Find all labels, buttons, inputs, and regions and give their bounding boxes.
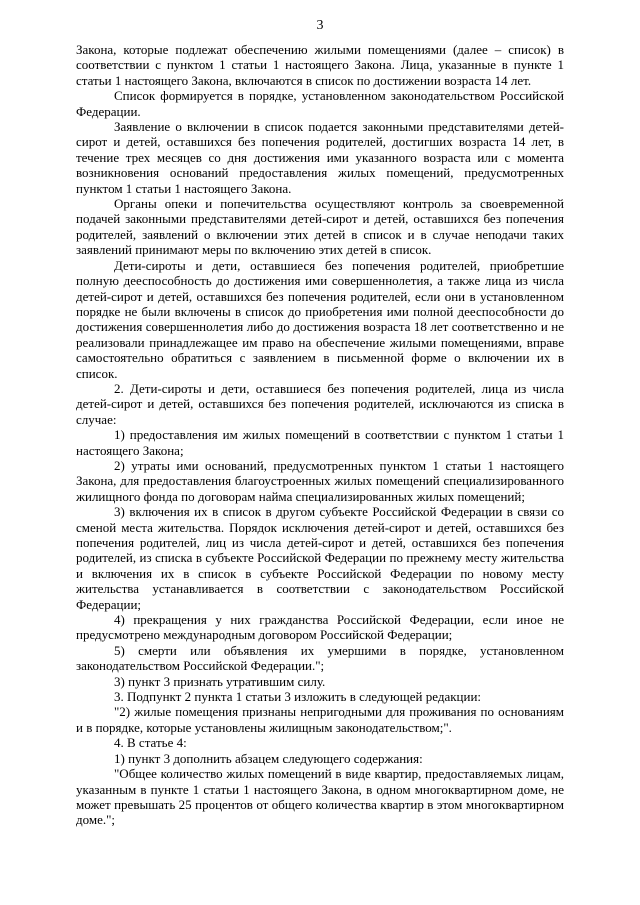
- paragraph: Органы опеки и попечительства осуществляют контроль за своевременной подачей законными представителями детей-сирот и детей, оставшихся без попечения родителей, заявлений о включении этих детей в список и в случае неподачи таких заявлений принимают меры по включению этих детей в список.: [76, 196, 564, 258]
- paragraph: 2. Дети-сироты и дети, оставшиеся без попечения родителей, лица из числа детей-сирот и детей, оставшихся без попечения родителей, исключаются из списка в случае:: [76, 380, 564, 427]
- paragraph: 1) предоставления им жилых помещений в соответствии с пунктом 1 статьи 1 настоящего Закона;: [76, 427, 564, 458]
- paragraph: 4. В статье 4:: [114, 735, 187, 751]
- paragraph: 1) пункт 3 дополнить абзацем следующего содержания:: [114, 750, 423, 766]
- document-body: [76, 42, 564, 828]
- paragraph: 3) включения их в список в другом субъекте Российской Федерации в связи со сменой места жительства. Порядок исключения детей-сирот и детей, оставшихся без попечения родителей, лиц из числа детей-сирот и детей, оставшихся без попечения родителей, из списка в субъекте Российской Федерации по прежнему месту жительства и включения их в список в субъекте Российской Федерации по новому месту жительства устанавливается в соответствии с законодательством Российской Федерации;: [76, 504, 564, 612]
- paragraph: 2) утраты ими оснований, предусмотренных пунктом 1 статьи 1 настоящего Закона, для предоставления благоустроенных жилых помещений специализированного жилищного фонда по договорам найма специализированных жилых помещений;: [76, 457, 564, 504]
- paragraph: 4) прекращения у них гражданства Российской Федерации, если иное не предусмотрено международным договором Российской Федерации;: [76, 612, 564, 643]
- paragraph: "Общее количество жилых помещений в виде квартир, предоставляемых лицам, указанным в пункте 1 статьи 1 настоящего Закона, в одном многоквартирном доме, не может превышать 25 процентов от общего количества квартир в этом многоквартирном доме.";: [76, 766, 564, 828]
- paragraph: Закона, которые подлежат обеспечению жилыми помещениями (далее – список) в соответствии с пунктом 1 статьи 1 настоящего Закона. Лица, указанные в пункте 1 статьи 1 настоящего Закона, включаются в список по достижении возраста 14 лет.: [76, 42, 564, 88]
- paragraph: 5) смерти или объявления их умершими в порядке, установленном законодательством Российской Федерации.";: [76, 642, 564, 674]
- page-number: 3: [316, 18, 324, 33]
- paragraph: 3. Подпункт 2 пункта 1 статьи 3 изложить в следующей редакции:: [114, 689, 482, 705]
- paragraph: "2) жилые помещения признаны непригодными для проживания по основаниям и в порядке, которые установлены жилищным законодательством;".: [76, 704, 564, 735]
- paragraph: Дети-сироты и дети, оставшиеся без попечения родителей, приобретшие полную дееспособность до достижения ими совершеннолетия, а также лица из числа детей-сирот и детей, оставшихся без попечения родителей, если они в установленном порядке не были включены в список до приобретения ими полной дееспособности до достижения совершеннолетия либо до достижения возраста 18 лет соответственно и не реализовали принадлежащее им право на обеспечение жилыми помещениями, вправе самостоятельно обратиться с заявлением в письменной форме о включении их в список.: [76, 257, 564, 381]
- paragraph: Список формируется в порядке, установленном законодательством Российской Федерации.: [76, 88, 564, 119]
- paragraph: Заявление о включении в список подается законными представителями детей-сирот и детей, оставшихся без попечения родителей, достигших возраста 14 лет, в течение трех месяцев со дня достижения ими указанного возраста или с момента возникновения оснований предоставления жилых помещений, предусмотренных пунктом 1 статьи 1 настоящего Закона.: [76, 119, 564, 196]
- paragraph: 3) пункт 3 признать утратившим силу.: [114, 673, 326, 689]
